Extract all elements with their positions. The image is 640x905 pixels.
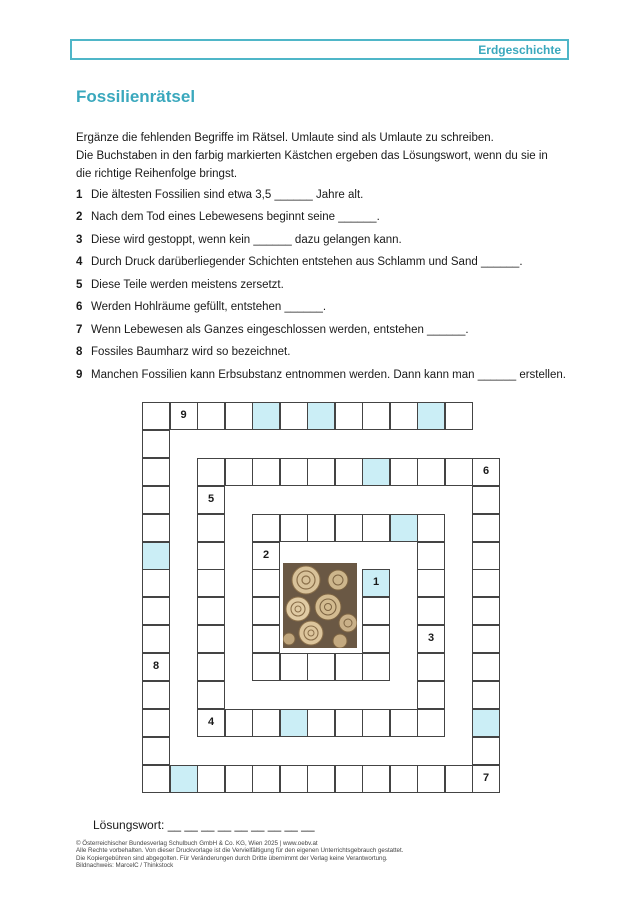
crossword-cell[interactable] bbox=[142, 765, 170, 793]
crossword-cell[interactable] bbox=[252, 625, 280, 653]
question-text: Diese Teile werden meistens zersetzt. bbox=[91, 279, 284, 291]
question-text: Nach dem Tod eines Lebewesens beginnt seine ______. bbox=[91, 211, 380, 223]
crossword-cell[interactable] bbox=[335, 402, 363, 430]
highlighted-cell[interactable] bbox=[252, 402, 280, 430]
crossword-cell[interactable] bbox=[280, 514, 308, 542]
question-item bbox=[76, 234, 402, 246]
clue-number: 2 bbox=[262, 548, 270, 561]
highlighted-cell[interactable] bbox=[307, 402, 335, 430]
crossword-cell[interactable] bbox=[142, 569, 170, 597]
highlighted-cell[interactable] bbox=[170, 765, 198, 793]
crossword-cell[interactable] bbox=[472, 542, 500, 570]
crossword-cell[interactable] bbox=[142, 514, 170, 542]
clue-number: 8 bbox=[152, 660, 160, 673]
crossword-cell[interactable] bbox=[280, 765, 308, 793]
crossword-cell[interactable] bbox=[390, 765, 418, 793]
question-item bbox=[76, 256, 523, 268]
crossword-cell[interactable] bbox=[472, 569, 500, 597]
crossword-cell[interactable] bbox=[280, 653, 308, 681]
footer-line: Alle Rechte vorbehalten. Von dieser Druckvorlage ist die Vervielfältigung für den eigenen Unterrichtsgebrauch gestattet. bbox=[76, 847, 404, 855]
crossword-cell[interactable] bbox=[362, 625, 390, 653]
question-item bbox=[76, 211, 380, 223]
question-item bbox=[76, 324, 469, 336]
crossword-cell[interactable] bbox=[197, 542, 225, 570]
crossword-cell[interactable] bbox=[225, 402, 253, 430]
crossword-cell[interactable] bbox=[335, 709, 363, 737]
crossword-cell[interactable] bbox=[335, 458, 363, 486]
crossword-cell[interactable] bbox=[472, 765, 500, 793]
solution-line bbox=[93, 818, 315, 832]
question-number: 6 bbox=[76, 301, 83, 313]
question-number: 5 bbox=[76, 279, 83, 291]
highlighted-cell[interactable] bbox=[142, 542, 170, 570]
crossword-cell[interactable] bbox=[280, 402, 308, 430]
crossword-cell[interactable] bbox=[417, 765, 445, 793]
question-item bbox=[76, 189, 363, 201]
crossword-cell[interactable] bbox=[390, 709, 418, 737]
crossword-cell[interactable] bbox=[472, 653, 500, 681]
question-item bbox=[76, 346, 290, 358]
crossword-cell[interactable] bbox=[362, 597, 390, 625]
crossword-cell[interactable] bbox=[307, 709, 335, 737]
highlighted-cell[interactable] bbox=[362, 458, 390, 486]
crossword-cell[interactable] bbox=[362, 709, 390, 737]
crossword-cell[interactable] bbox=[225, 458, 253, 486]
crossword-cell[interactable] bbox=[362, 402, 390, 430]
question-text: Wenn Lebewesen als Ganzes eingeschlossen werden, entstehen ______. bbox=[91, 324, 469, 336]
crossword-cell[interactable] bbox=[197, 709, 225, 737]
crossword-cell[interactable] bbox=[417, 458, 445, 486]
crossword-cell[interactable] bbox=[417, 681, 445, 709]
crossword-cell[interactable] bbox=[417, 709, 445, 737]
crossword-cell[interactable] bbox=[142, 653, 170, 681]
crossword-cell[interactable] bbox=[472, 486, 500, 514]
crossword-cell[interactable] bbox=[252, 597, 280, 625]
question-text: Fossiles Baumharz wird so bezeichnet. bbox=[91, 346, 291, 358]
question-number: 9 bbox=[76, 369, 83, 381]
clue-number: 3 bbox=[427, 632, 435, 645]
clue-number: 9 bbox=[180, 409, 187, 421]
crossword-cell[interactable] bbox=[225, 709, 253, 737]
crossword-cell[interactable] bbox=[197, 402, 225, 430]
highlighted-cell[interactable] bbox=[472, 709, 500, 737]
crossword-cell[interactable] bbox=[197, 514, 225, 542]
question-text: Werden Hohlräume gefüllt, entstehen ______. bbox=[91, 301, 327, 313]
crossword-cell[interactable] bbox=[142, 597, 170, 625]
crossword-cell[interactable] bbox=[225, 765, 253, 793]
footer-line: Die Kopiergebühren sind abgegolten. Für Veränderungen durch Dritte übernimmt der Verlag keine Verantwortung. bbox=[76, 854, 388, 862]
page-title: Fossilienrätsel bbox=[76, 87, 196, 106]
crossword-cell[interactable] bbox=[280, 458, 308, 486]
clue-number: 1 bbox=[372, 576, 380, 589]
question-text: Die ältesten Fossilien sind etwa 3,5 ______ Jahre alt. bbox=[91, 189, 364, 201]
crossword-cell[interactable] bbox=[417, 514, 445, 542]
question-item bbox=[76, 279, 284, 291]
crossword-cell[interactable] bbox=[362, 765, 390, 793]
crossword-cell[interactable] bbox=[335, 765, 363, 793]
fossil-image bbox=[283, 563, 357, 648]
crossword-cell[interactable] bbox=[197, 653, 225, 681]
instruction-line: Ergänze die fehlenden Begriffe im Rätsel. Umlaute sind als Umlaute zu schreiben. bbox=[76, 132, 494, 144]
instruction-line: die richtige Reihenfolge bringst. bbox=[76, 168, 238, 180]
crossword-cell[interactable] bbox=[197, 486, 225, 514]
clue-number: 7 bbox=[482, 771, 490, 784]
question-item bbox=[76, 301, 326, 313]
crossword-cell[interactable] bbox=[197, 765, 225, 793]
highlighted-cell[interactable] bbox=[362, 569, 390, 597]
footer bbox=[76, 840, 403, 870]
question-number: 4 bbox=[76, 256, 83, 268]
crossword-cell[interactable] bbox=[417, 569, 445, 597]
clue-number: 4 bbox=[207, 715, 215, 728]
crossword-cell[interactable] bbox=[252, 514, 280, 542]
instruction-line: Die Buchstaben in den farbig markierten Kästchen ergeben das Lösungswort, wenn du sie in bbox=[76, 150, 548, 162]
crossword-cell[interactable] bbox=[142, 681, 170, 709]
clue-number: 5 bbox=[207, 492, 215, 505]
crossword-cell[interactable] bbox=[445, 765, 473, 793]
crossword-cell[interactable] bbox=[335, 653, 363, 681]
crossword-cell[interactable] bbox=[142, 458, 170, 486]
crossword-cell[interactable] bbox=[390, 458, 418, 486]
crossword-cell[interactable] bbox=[472, 681, 500, 709]
crossword-cell[interactable] bbox=[252, 569, 280, 597]
question-number: 1 bbox=[76, 189, 83, 201]
crossword-cell[interactable] bbox=[252, 709, 280, 737]
crossword-cell[interactable] bbox=[307, 514, 335, 542]
question-number: 8 bbox=[76, 346, 83, 358]
crossword-cell[interactable] bbox=[472, 514, 500, 542]
clue-number: 6 bbox=[482, 464, 490, 477]
crossword-cell[interactable] bbox=[362, 653, 390, 681]
crossword-cell[interactable] bbox=[142, 402, 170, 430]
crossword-cell[interactable] bbox=[335, 514, 363, 542]
crossword-cell[interactable] bbox=[252, 458, 280, 486]
question-item bbox=[76, 369, 566, 381]
crossword-cell[interactable] bbox=[142, 737, 170, 765]
crossword-cell[interactable] bbox=[472, 737, 500, 765]
crossword-cell[interactable] bbox=[252, 542, 280, 570]
highlighted-cell[interactable] bbox=[417, 402, 445, 430]
crossword-cell[interactable] bbox=[197, 569, 225, 597]
crossword-cell[interactable] bbox=[252, 765, 280, 793]
question-number: 7 bbox=[76, 324, 83, 336]
crossword-cell[interactable] bbox=[307, 765, 335, 793]
crossword-cell[interactable] bbox=[417, 597, 445, 625]
header-box bbox=[70, 39, 569, 60]
crossword-cell[interactable] bbox=[417, 542, 445, 570]
question-text: Durch Druck darüberliegender Schichten entstehen aus Schlamm und Sand ______. bbox=[91, 256, 523, 268]
crossword-cell[interactable] bbox=[197, 458, 225, 486]
question-text: Diese wird gestoppt, wenn kein ______ dazu gelangen kann. bbox=[91, 234, 402, 246]
crossword-cell[interactable] bbox=[142, 625, 170, 653]
crossword-cell[interactable] bbox=[362, 514, 390, 542]
crossword-cell[interactable] bbox=[472, 597, 500, 625]
footer-line: Bildnachweis: MarcelC / Thinkstock bbox=[76, 862, 174, 870]
crossword-cell[interactable] bbox=[390, 402, 418, 430]
crossword-cell[interactable] bbox=[252, 653, 280, 681]
crossword-cell[interactable] bbox=[142, 486, 170, 514]
footer-line: © Österreichischer Bundesverlag Schulbuch GmbH & Co. KG, Wien 2025 | www.oebv.at bbox=[76, 840, 318, 847]
crossword-cell[interactable] bbox=[170, 402, 198, 430]
highlighted-cell[interactable] bbox=[390, 514, 418, 542]
crossword-cell[interactable] bbox=[445, 458, 473, 486]
crossword-cell[interactable] bbox=[142, 430, 170, 458]
crossword-cell[interactable] bbox=[445, 402, 473, 430]
solution-label: Lösungswort: bbox=[93, 818, 165, 832]
crossword-cell[interactable] bbox=[472, 458, 500, 486]
crossword-cell[interactable] bbox=[417, 653, 445, 681]
crossword-cell[interactable] bbox=[307, 458, 335, 486]
crossword-cell[interactable] bbox=[417, 625, 445, 653]
crossword-cell[interactable] bbox=[197, 625, 225, 653]
crossword-cell[interactable] bbox=[197, 681, 225, 709]
question-text: Manchen Fossilien kann Erbsubstanz entnommen werden. Dann kann man ______ erstellen. bbox=[91, 369, 566, 381]
crossword-cell[interactable] bbox=[142, 709, 170, 737]
crossword-cell[interactable] bbox=[307, 653, 335, 681]
question-number: 3 bbox=[76, 234, 83, 246]
crossword-cell[interactable] bbox=[472, 625, 500, 653]
highlighted-cell[interactable] bbox=[280, 709, 308, 737]
question-number: 2 bbox=[76, 211, 83, 223]
solution-blanks[interactable]: __ __ __ __ __ __ __ __ __ bbox=[167, 818, 315, 832]
header-label: Erdgeschichte bbox=[478, 43, 561, 57]
crossword-cell[interactable] bbox=[197, 597, 225, 625]
instructions bbox=[76, 129, 596, 183]
